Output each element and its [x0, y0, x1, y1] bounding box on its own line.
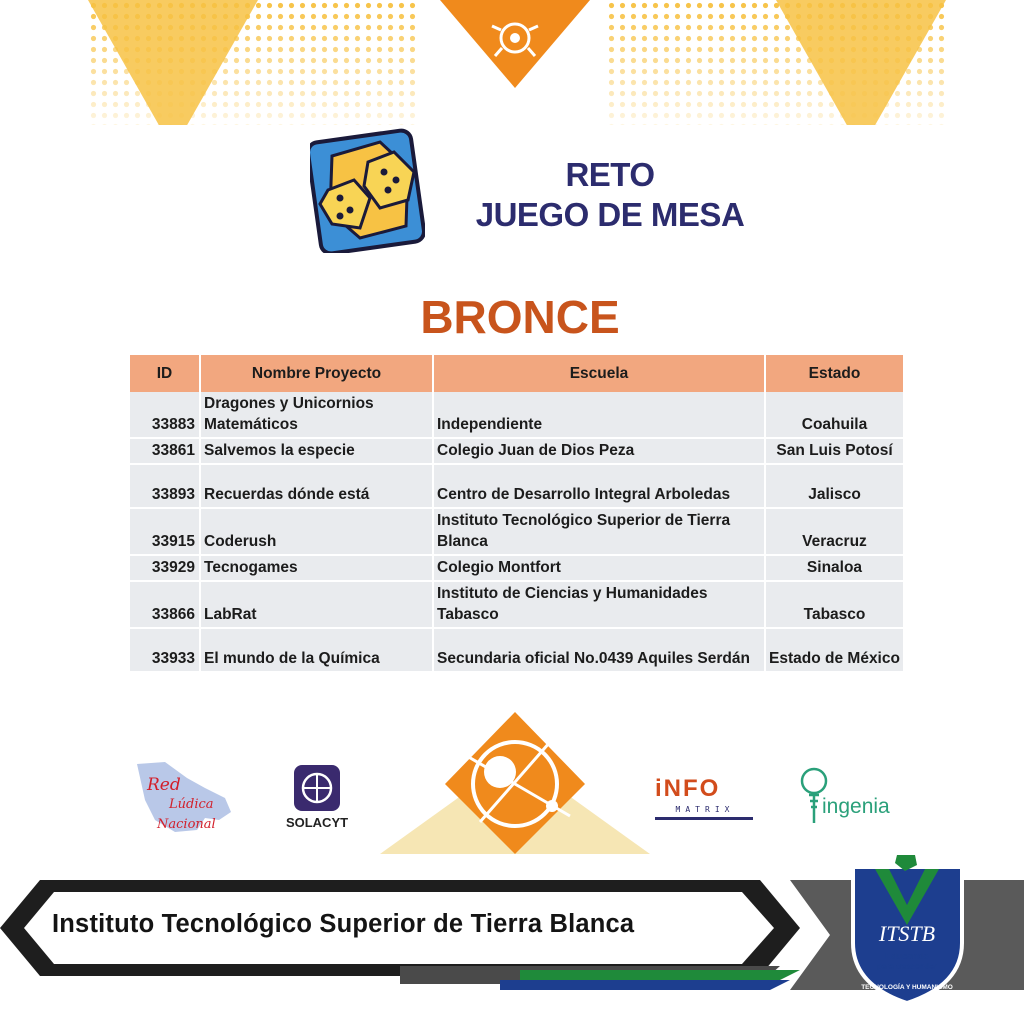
cell-nombre: El mundo de la Química [200, 628, 433, 672]
infomatrix-underline [655, 817, 753, 820]
red-ludica-logo [135, 760, 235, 835]
cell-escuela: Secundaria oficial No.0439 Aquiles Serdán [433, 628, 765, 672]
challenge-title [470, 155, 750, 235]
table-row [130, 581, 904, 628]
solacyt-logo [272, 765, 362, 845]
cell-nombre: LabRat [200, 581, 433, 628]
table-row [130, 438, 904, 464]
badge-motto-2: para trascender [876, 962, 938, 971]
infomatrix-logo-subtext: MATRIX [675, 805, 735, 814]
cell-id: 33915 [130, 508, 200, 555]
cell-nombre: Salvemos la especie [200, 438, 433, 464]
column-header-escuela: Escuela [433, 355, 765, 392]
header-emblem [440, 0, 590, 90]
cell-id: 33883 [130, 392, 200, 438]
header-dot-pattern-left [88, 0, 418, 125]
cell-id: 33861 [130, 438, 200, 464]
cell-nombre: Tecnogames [200, 555, 433, 581]
cell-escuela: Colegio Juan de Dios Peza [433, 438, 765, 464]
ingenia-logo [800, 765, 915, 830]
column-header-estado: Estado [765, 355, 904, 392]
red-ludica-word-2: Lúdica [169, 797, 214, 812]
itstb-shield-icon [845, 855, 970, 1005]
cell-estado: Coahuila [765, 392, 904, 438]
table-row [130, 392, 904, 438]
table-row [130, 555, 904, 581]
infomatrix-logo-text: iNFO [655, 775, 721, 802]
cell-escuela: Instituto de Ciencias y Humanidades Tabasco [433, 581, 765, 628]
challenge-title-line1: RETO [565, 156, 655, 193]
badge-motto-1: Educando [885, 951, 929, 961]
table-row [130, 464, 904, 508]
ingenia-logo-text: ingenia [822, 795, 890, 818]
cell-estado: Sinaloa [765, 555, 904, 581]
event-central-logo [380, 712, 650, 857]
results-table [130, 355, 905, 673]
infomatrix-logo [655, 775, 755, 825]
dice-game-icon [310, 128, 425, 253]
cell-nombre: Coderush [200, 508, 433, 555]
cell-estado: Estado de México [765, 628, 904, 672]
cell-estado: San Luis Potosí [765, 438, 904, 464]
table-row [130, 628, 904, 672]
cell-nombre: Recuerdas dónde está [200, 464, 433, 508]
challenge-title-line2: JUEGO DE MESA [475, 196, 745, 233]
cell-estado: Veracruz [765, 508, 904, 555]
table-row [130, 508, 904, 555]
badge-ring-text: TECNOLOGÍA Y HUMANISMO [861, 984, 953, 991]
red-ludica-word-1: Red [147, 775, 181, 795]
cell-estado: Tabasco [765, 581, 904, 628]
column-header-nombre: Nombre Proyecto [200, 355, 433, 392]
badge-acronym: ITSTB [878, 921, 936, 946]
award-level: BRONCE [420, 291, 620, 343]
cell-id: 33893 [130, 464, 200, 508]
cell-id: 33866 [130, 581, 200, 628]
solacyt-logo-text: SOLACYT [285, 815, 349, 830]
cell-escuela: Independiente [433, 392, 765, 438]
cell-id: 33929 [130, 555, 200, 581]
table-header-row [130, 355, 904, 392]
cell-escuela: Instituto Tecnológico Superior de Tierra Blanca [433, 508, 765, 555]
cell-estado: Jalisco [765, 464, 904, 508]
red-ludica-word-3: Nacional [157, 817, 216, 832]
cell-escuela: Centro de Desarrollo Integral Arboledas [433, 464, 765, 508]
cell-escuela: Colegio Montfort [433, 555, 765, 581]
header-dot-pattern-right [606, 0, 946, 125]
institute-name-banner: Instituto Tecnológico Superior de Tierra Blanca [52, 910, 635, 938]
cell-nombre: Dragones y Unicornios Matemáticos [200, 392, 433, 438]
cell-id: 33933 [130, 628, 200, 672]
column-header-id: ID [130, 355, 200, 392]
